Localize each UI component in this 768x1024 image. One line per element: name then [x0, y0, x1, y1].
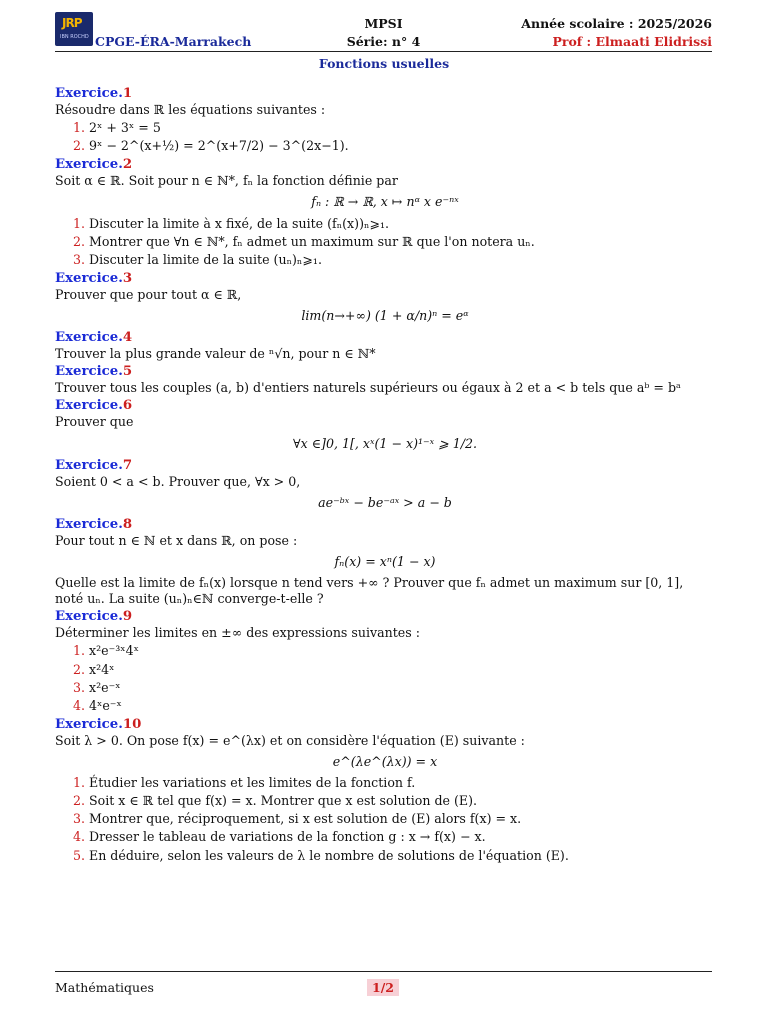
question-item: 2. Soit x ∈ ℝ tel que f(x) = x. Montrer que x est solution de (E). [89, 793, 715, 809]
display-equation: fₙ : ℝ → ℝ, x ↦ nᵅ x e⁻ⁿˣ [311, 194, 459, 210]
question-list [55, 775, 715, 864]
exercise-label: Exercice. [55, 398, 123, 414]
question-item: 1. x²e⁻³ˣ4ˣ [89, 643, 715, 659]
exercise-heading [55, 363, 715, 380]
question-item: 1. 2ˣ + 3ˣ = 5 [89, 120, 715, 136]
exercise-label: Exercice. [55, 270, 123, 286]
exercise-label: Exercice. [55, 457, 123, 473]
question-list [55, 120, 715, 154]
exercise-statement: Soit λ > 0. On pose f(x) = e^(λx) et on considère l'équation (E) suivante : [55, 732, 525, 748]
serie-number: Série: n° 4 [346, 34, 421, 49]
sheet-title: Fonctions usuelles [318, 56, 450, 71]
current-page: 1 [372, 980, 381, 995]
page-header [55, 12, 712, 50]
display-equation: ae⁻ᵇˣ − be⁻ᵃˣ > a − b [318, 494, 452, 510]
question-item: 1. Discuter la limite à x fixé, de la suite (fₙ(x))ₙ⩾₁. [89, 216, 715, 232]
total-pages: /2 [380, 980, 394, 995]
question-item: 4. Dresser le tableau de variations de la fonction g : x → f(x) − x. [89, 829, 715, 845]
footer-subject: Mathématiques [55, 980, 154, 995]
exercise-list [55, 84, 715, 866]
logo-subtext: IBN ROCHD [60, 34, 89, 40]
teacher-name: Prof : Elmaati Elidrissi [552, 34, 712, 49]
exercise-number: 1 [122, 86, 133, 101]
exercise-heading [55, 608, 715, 625]
exercise-statement: Prouver que [55, 414, 134, 430]
question-item: 3. Montrer que, réciproquement, si x est solution de (E) alors f(x) = x. [89, 811, 715, 827]
exercise-statement: Déterminer les limites en ±∞ des expressions suivantes : [55, 625, 420, 641]
exercise-number: 8 [122, 516, 133, 532]
exercise-statement: Trouver tous les couples (a, b) d'entiers naturels supérieurs ou égaux à 2 et a < b tels que aᵇ = bᵃ [55, 380, 681, 396]
exercise-statement: Pour tout n ∈ ℕ et x dans ℝ, on pose : [55, 532, 298, 548]
exercise-heading [55, 85, 715, 102]
exercise-number: 10 [122, 716, 142, 732]
exercise-heading [55, 457, 715, 474]
exercise-heading [55, 329, 715, 346]
exercise-label: Exercice. [55, 364, 123, 380]
question-list [55, 643, 715, 713]
exercise-number: 6 [122, 398, 133, 414]
exercise-statement: Trouver la plus grande valeur de ⁿ√n, pour n ∈ ℕ* [55, 346, 376, 362]
exercise-heading [55, 156, 715, 173]
exercise-number: 3 [122, 270, 133, 286]
exercise-number: 7 [122, 457, 133, 473]
exercise-heading [55, 516, 715, 533]
exercise-statement: Soit α ∈ ℝ. Soit pour n ∈ ℕ*, fₙ la fonction définie par [55, 173, 398, 189]
question-item: 2. Montrer que ∀n ∈ ℕ*, fₙ admet un maximum sur ℝ que l'on notera uₙ. [89, 234, 715, 250]
question-item: 4. 4ˣe⁻ˣ [89, 698, 715, 714]
school-name: CPGE-ÉRA-Marrakech [95, 34, 252, 49]
question-item: 5. En déduire, selon les valeurs de λ le nombre de solutions de l'équation (E). [89, 848, 715, 864]
exercise-heading [55, 716, 715, 733]
question-item: 2. 9ˣ − 2^(x+½) = 2^(x+7/2) − 3^(2x−1). [89, 138, 715, 154]
exercise-number: 5 [122, 364, 133, 380]
exercise-label: Exercice. [55, 157, 123, 173]
page-number [367, 979, 399, 996]
exercise-statement: Résoudre dans ℝ les équations suivantes : [55, 102, 326, 118]
exercise-label: Exercice. [55, 330, 123, 346]
class-name: MPSI [364, 16, 403, 31]
question-item: 1. Étudier les variations et les limites de la fonction f. [89, 775, 715, 791]
exercise-question: Quelle est la limite de fₙ(x) lorsque n tend vers +∞ ? Prouver que fₙ admet un maximum sur [0, 1], noté uₙ. La suite (uₙ)ₙ∈ℕ converge-t-elle ? [55, 575, 684, 607]
exercise-label: Exercice. [55, 716, 123, 732]
logo-text: JRP [62, 16, 82, 30]
exercise-heading [55, 270, 715, 287]
exercise-label: Exercice. [55, 86, 123, 101]
school-year: Année scolaire : 2025/2026 [521, 16, 712, 31]
display-equation: lim(n→+∞) (1 + α/n)ⁿ = eᵅ [301, 308, 469, 324]
exercise-number: 9 [122, 609, 133, 625]
footer-divider [55, 971, 712, 972]
header-divider [55, 51, 712, 52]
exercise-statement: Prouver que pour tout α ∈ ℝ, [55, 286, 242, 302]
exercise-label: Exercice. [55, 516, 123, 532]
display-equation: e^(λe^(λx)) = x [332, 754, 438, 769]
question-item: 3. Discuter la limite de la suite (uₙ)ₙ⩾₁. [89, 252, 715, 268]
display-equation: fₙ(x) = xⁿ(1 − x) [334, 553, 436, 569]
exercise-number: 2 [122, 157, 133, 173]
exercise-number: 4 [122, 330, 133, 346]
question-item: 2. x²4ˣ [89, 662, 715, 678]
question-item: 3. x²e⁻ˣ [89, 680, 715, 696]
display-equation: ∀x ∈]0, 1[, xˣ(1 − x)¹⁻ˣ ⩾ 1/2. [293, 435, 477, 451]
exercise-heading [55, 397, 715, 414]
exercise-label: Exercice. [55, 609, 123, 625]
exercise-statement: Soient 0 < a < b. Prouver que, ∀x > 0, [55, 473, 301, 489]
question-list [55, 216, 715, 268]
